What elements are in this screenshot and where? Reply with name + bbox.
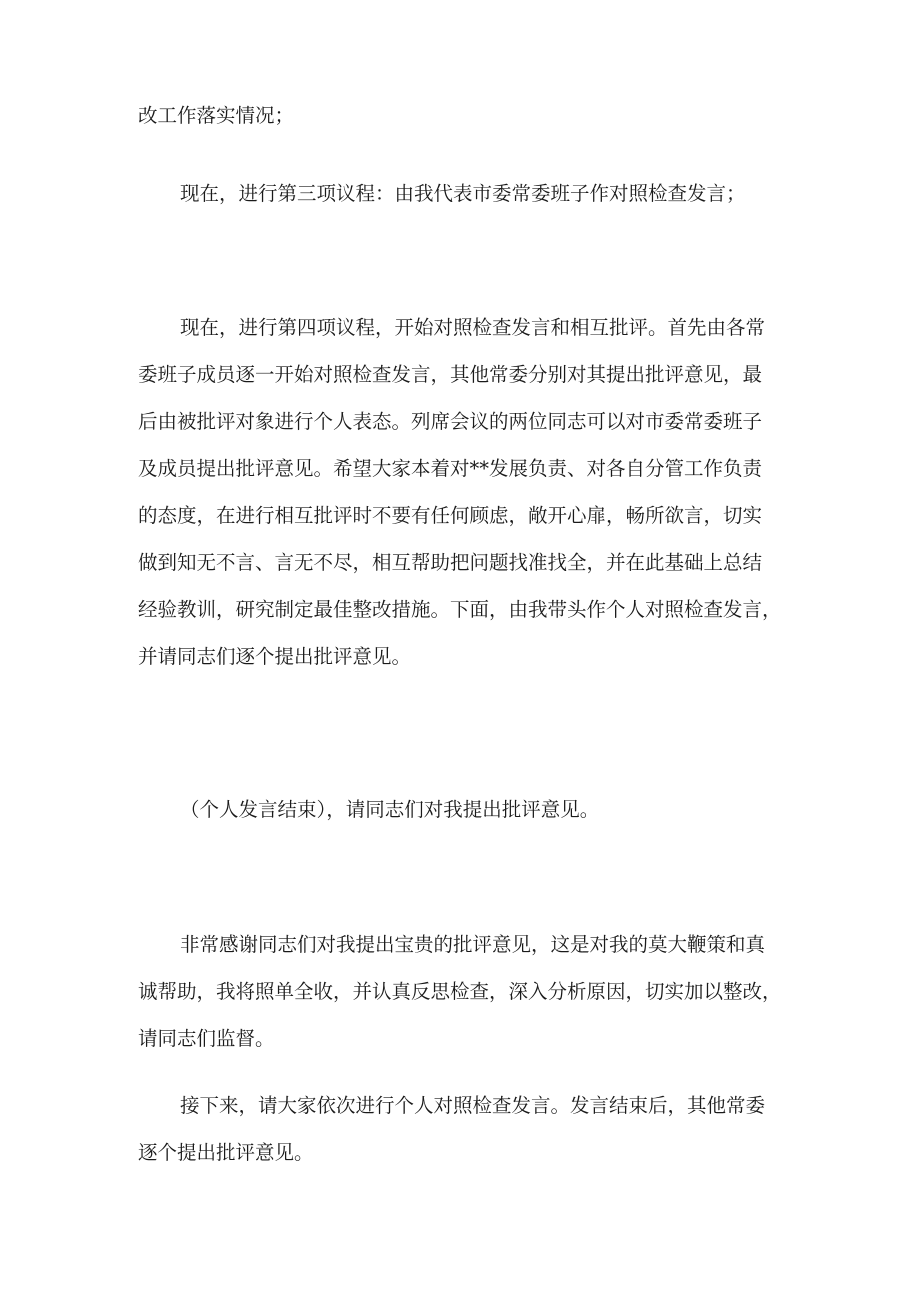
- text-line: 现在，进行第四项议程，开始对照检查发言和相互批评。首先由各常: [180, 316, 766, 339]
- text-line: 请同志们监督。: [138, 1027, 275, 1050]
- text-line: 并请同志们逐个提出批评意见。: [138, 645, 412, 668]
- text-line: 现在，进行第三项议程：由我代表市委常委班子作对照检查发言；: [180, 182, 746, 205]
- text-line: 非常感谢同志们对我提出宝贵的批评意见，这是对我的莫大鞭策和真: [180, 933, 766, 956]
- text-line: 逐个提出批评意见。: [138, 1141, 314, 1164]
- text-line: 后由被批评对象进行个人表态。列席会议的两位同志可以对市委常委班子: [138, 410, 763, 433]
- text-line: 经验教训，研究制定最佳整改措施。下面，由我带头作个人对照检查发言，: [138, 598, 782, 621]
- text-line: 委班子成员逐一开始对照检查发言，其他常委分别对其提出批评意见，最: [138, 363, 763, 386]
- text-line: 的态度，在进行相互批评时不要有任何顾虑，敞开心扉，畅所欲言，切实: [138, 504, 763, 527]
- text-line: 及成员提出批评意见。希望大家本着对**发展负责、对各自分管工作负责: [138, 457, 763, 480]
- text-line: 做到知无不言、言无不尽，相互帮助把问题找准找全，并在此基础上总结: [138, 551, 763, 574]
- text-line: （个人发言结束），请同志们对我提出批评意见。: [180, 798, 600, 821]
- text-line: 改工作落实情况；: [138, 104, 295, 127]
- text-line: 接下来，请大家依次进行个人对照检查发言。发言结束后，其他常委: [180, 1094, 766, 1117]
- text-line: 诚帮助，我将照单全收，并认真反思检查，深入分析原因，切实加以整改，: [138, 980, 782, 1003]
